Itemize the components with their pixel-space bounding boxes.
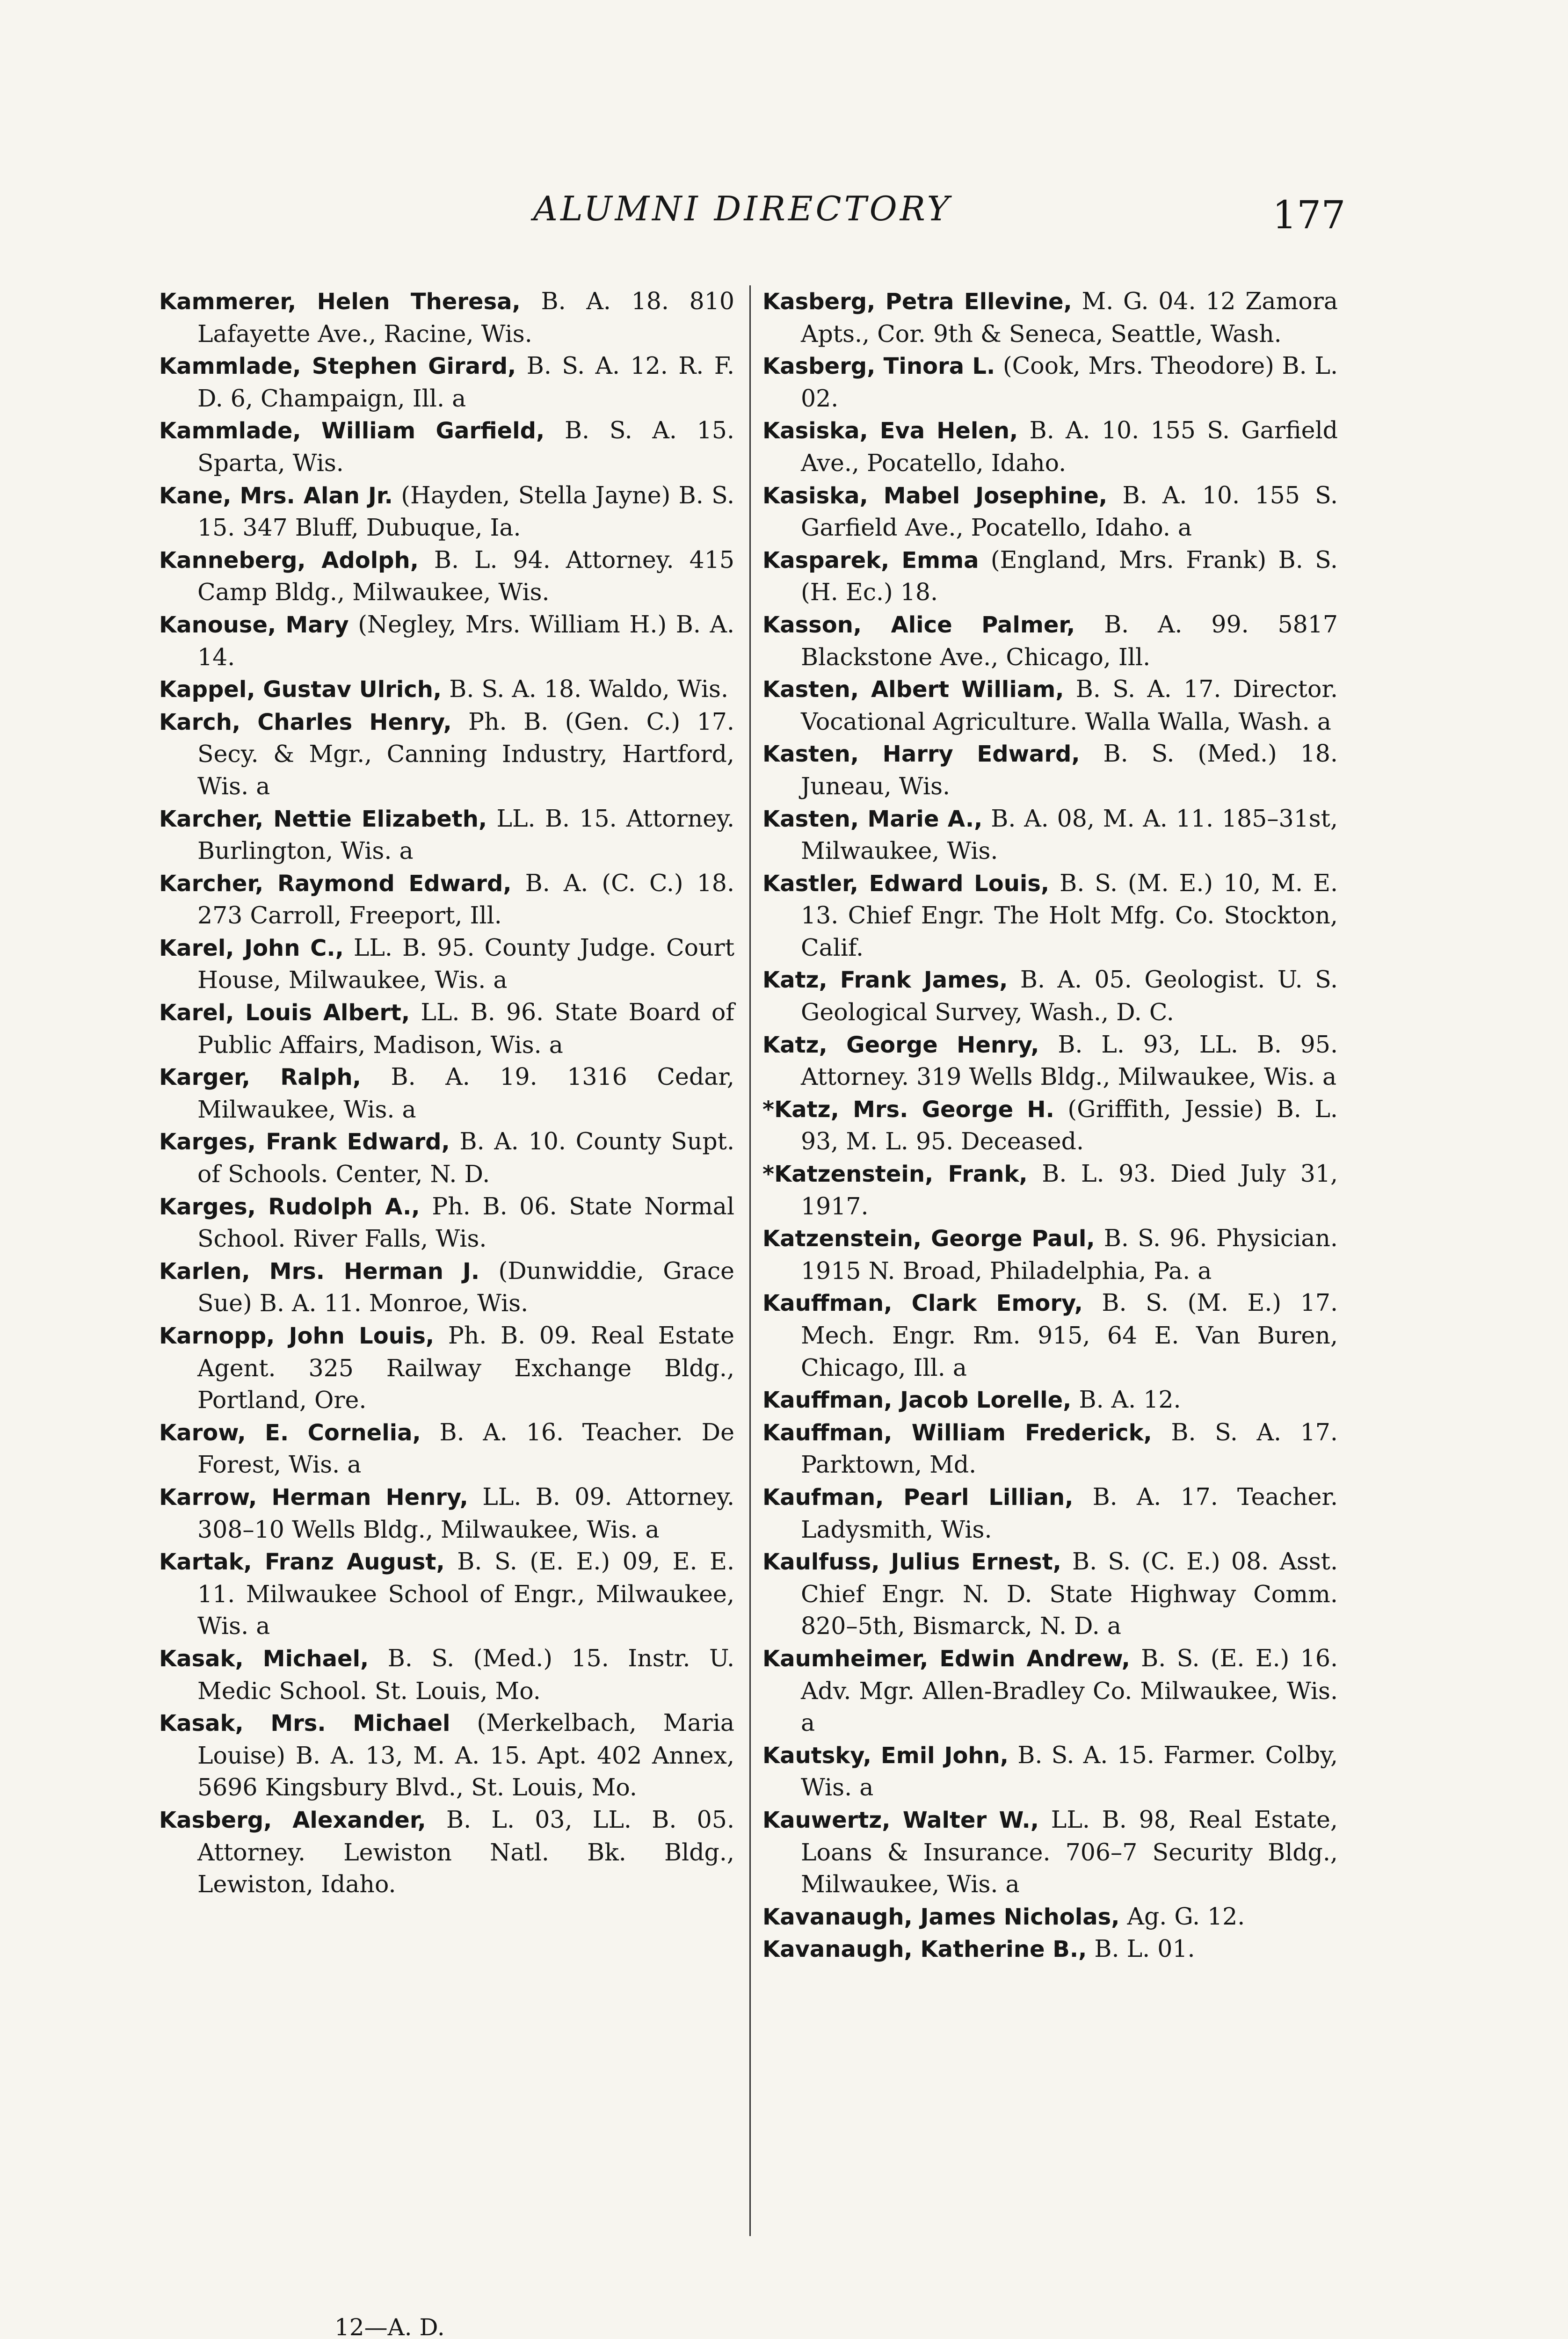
entry-details: (Merkelbach, Maria Louise) B. A. 13, M. A. 15. Apt. 402 Annex, 5696 Kingsbury Blvd., St. Louis, Mo.	[197, 1709, 734, 1801]
entry-name: Kanneberg, Adolph,	[159, 547, 419, 574]
entry-name: *Katzenstein, Frank,	[762, 1161, 1028, 1188]
entry-name: Kanouse, Mary	[159, 611, 349, 638]
entry-name: Kasten, Albert William,	[762, 676, 1064, 703]
entry-name: Kasiska, Mabel Josephine,	[762, 482, 1108, 509]
entry-name: Kauffman, William Frederick,	[762, 1419, 1152, 1446]
directory-entry	[159, 285, 734, 350]
entry-details: B. A. 10. County Supt. of Schools. Center, N. D.	[197, 1127, 735, 1188]
entry-name: Karger, Ralph,	[159, 1064, 361, 1091]
directory-entry	[762, 964, 1338, 1028]
directory-entry	[762, 1287, 1338, 1384]
directory-entry	[159, 1416, 734, 1481]
entry-name: Kaufman, Pearl Lillian,	[762, 1484, 1074, 1511]
entry-name: *Katz, Mrs. George H.	[762, 1096, 1054, 1123]
entry-details: B. S. (E. E.) 16. Adv. Mgr. Allen-Bradley Co. Milwaukee, Wis. a	[801, 1644, 1338, 1737]
entry-name: Karcher, Nettie Elizabeth,	[159, 806, 487, 832]
entry-name: Kavanaugh, Katherine B.,	[762, 1936, 1087, 1963]
entry-details: B. S. (C. E.) 08. Asst. Chief Engr. N. D. State Highway Comm. 820–5th, Bismarck, N. D. a	[801, 1547, 1338, 1640]
entry-details: B. A. 05. Geologist. U. S. Geological Survey, Wash., D. C.	[801, 966, 1338, 1026]
entry-name: Karnopp, John Louis,	[159, 1323, 435, 1349]
entry-name: Kavanaugh, James Nicholas,	[762, 1903, 1120, 1930]
entry-details: B. S. (M. E.) 10, M. E. 13. Chief Engr. The Holt Mfg. Co. Stockton, Calif.	[801, 869, 1338, 961]
right-column	[762, 285, 1338, 1966]
entry-name: Karel, Louis Albert,	[159, 1000, 410, 1026]
directory-entry	[762, 1804, 1338, 1901]
directory-entry	[159, 706, 734, 803]
entry-details: Ph. B. 09. Real Estate Agent. 325 Railway Exchange Bldg., Portland, Ore.	[197, 1322, 735, 1414]
entry-details: B. A. 10. 155 S. Garfield Ave., Pocatello, Idaho. a	[801, 481, 1338, 542]
entry-details: B. S. A. 17. Parktown, Md.	[801, 1418, 1338, 1479]
entry-name: Kasak, Mrs. Michael	[159, 1710, 450, 1737]
entry-details: B. A. 08, M. A. 11. 185–31st, Milwaukee, Wis.	[801, 804, 1338, 865]
entry-name: Karel, John C.,	[159, 935, 344, 961]
entry-name: Kane, Mrs. Alan Jr.	[159, 482, 393, 509]
directory-entry	[762, 1739, 1338, 1804]
directory-entry	[159, 673, 734, 706]
entry-details: (Hayden, Stella Jayne) B. S. 15. 347 Bluff, Dubuque, Ia.	[197, 481, 735, 542]
directory-entry	[159, 1191, 734, 1255]
directory-entry	[159, 1642, 734, 1707]
entry-name: Kasiska, Eva Helen,	[762, 418, 1018, 444]
entry-details: Ph. B. 06. State Normal School. River Falls, Wis.	[197, 1192, 734, 1253]
entry-name: Kauwertz, Walter W.,	[762, 1807, 1039, 1833]
directory-entry	[159, 350, 734, 414]
entry-details: (Cook, Mrs. Theodore) B. L. 02.	[801, 352, 1338, 412]
directory-entry	[159, 479, 734, 544]
entry-name: Kappel, Gustav Ulrich,	[159, 676, 442, 703]
directory-entry	[762, 479, 1338, 544]
entry-details: LL. B. 95. County Judge. Court House, Milwaukee, Wis. a	[197, 933, 734, 994]
entry-details: (Griffith, Jessie) B. L. 93, M. L. 95. Deceased.	[801, 1095, 1338, 1155]
entry-details: B. A. 16. Teacher. De Forest, Wis. a	[197, 1418, 734, 1479]
directory-entry	[762, 1933, 1338, 1966]
entry-name: Kasparek, Emma	[762, 547, 979, 574]
directory-entry	[159, 544, 734, 609]
entry-name: Kammlade, Stephen Girard,	[159, 353, 516, 380]
entry-details: B. S. (E. E.) 09, E. E. 11. Milwaukee School of Engr., Milwaukee, Wis. a	[197, 1547, 734, 1640]
entry-name: Kauffman, Clark Emory,	[762, 1290, 1083, 1317]
entry-details: B. L. 93, LL. B. 95. Attorney. 319 Wells Bldg., Milwaukee, Wis. a	[801, 1030, 1338, 1091]
signature-mark: 12—A. D.	[334, 2314, 445, 2339]
entry-name: Karges, Frank Edward,	[159, 1129, 450, 1155]
directory-entry	[762, 1546, 1338, 1642]
directory-entry	[762, 1029, 1338, 1093]
directory-entry	[159, 932, 734, 996]
entry-name: Katz, George Henry,	[762, 1031, 1039, 1058]
entry-details: B. L. 01.	[1087, 1935, 1195, 1963]
directory-entry	[762, 738, 1338, 802]
entry-name: Kautsky, Emil John,	[762, 1742, 1009, 1769]
directory-entry	[762, 1642, 1338, 1739]
entry-name: Kastler, Edward Louis,	[762, 870, 1050, 897]
entry-name: Kasberg, Petra Ellevine,	[762, 289, 1072, 315]
directory-entry	[159, 1320, 734, 1416]
entry-name: Kammerer, Helen Theresa,	[159, 289, 521, 315]
directory-entry	[159, 996, 734, 1061]
entry-name: Kasson, Alice Palmer,	[762, 611, 1075, 638]
directory-entry	[159, 867, 734, 932]
directory-entry	[762, 673, 1338, 738]
directory-entry	[762, 1222, 1338, 1287]
directory-entry	[762, 609, 1338, 673]
entry-details: M. G. 04. 12 Zamora Apts., Cor. 9th & Seneca, Seattle, Wash.	[801, 287, 1338, 348]
directory-entry	[762, 1158, 1338, 1222]
entry-name: Katz, Frank James,	[762, 967, 1008, 994]
entry-name: Kaulfuss, Julius Ernest,	[762, 1549, 1061, 1576]
entry-details: B. S. (M. E.) 17. Mech. Engr. Rm. 915, 64 E. Van Buren, Chicago, Ill. a	[801, 1289, 1338, 1381]
directory-entry	[159, 803, 734, 867]
directory-entry	[762, 350, 1338, 414]
directory-entry	[159, 1707, 734, 1804]
directory-entry	[159, 1126, 734, 1190]
entry-name: Kasten, Harry Edward,	[762, 741, 1080, 768]
directory-entry	[762, 1901, 1338, 1933]
entry-name: Karcher, Raymond Edward,	[159, 870, 512, 897]
entry-details: B. A. 18. 810 Lafayette Ave., Racine, Wis.	[197, 287, 734, 348]
entry-details: B. S. (Med.) 18. Juneau, Wis.	[801, 740, 1338, 800]
directory-entry	[159, 1061, 734, 1126]
entry-details: B. A. 17. Teacher. Ladysmith, Wis.	[801, 1482, 1338, 1543]
entry-name: Kaumheimer, Edwin Andrew,	[762, 1645, 1130, 1672]
entry-details: LL. B. 98, Real Estate, Loans & Insurance. 706–7 Security Bldg., Milwaukee, Wis. a	[801, 1805, 1338, 1898]
column-divider	[749, 285, 751, 2236]
entry-details: Ph. B. (Gen. C.) 17. Secy. & Mgr., Canning Industry, Hartford, Wis. a	[197, 707, 734, 800]
directory-entry	[762, 867, 1338, 964]
entry-details: B. A. 19. 1316 Cedar, Milwaukee, Wis. a	[197, 1063, 734, 1123]
entry-name: Kammlade, William Garfield,	[159, 418, 545, 444]
entry-name: Karrow, Herman Henry,	[159, 1484, 468, 1511]
entry-details: (England, Mrs. Frank) B. S. (H. Ec.) 18.	[801, 545, 1338, 606]
entry-details: Ag. G. 12.	[1119, 1902, 1245, 1930]
entry-name: Kauffman, Jacob Lorelle,	[762, 1387, 1072, 1414]
entry-name: Katzenstein, George Paul,	[762, 1226, 1095, 1252]
entry-details: B. A. 99. 5817 Blackstone Ave., Chicago, Ill.	[801, 610, 1338, 671]
entry-name: Kasten, Marie A.,	[762, 806, 983, 832]
entry-details: B. S. (Med.) 15. Instr. U. Medic School. St. Louis, Mo.	[197, 1644, 734, 1705]
entry-details: B. A. 10. 155 S. Garfield Ave., Pocatello, Idaho.	[801, 416, 1338, 477]
entry-details: B. S. A. 17. Director. Vocational Agriculture. Walla Walla, Wash. a	[801, 675, 1338, 735]
entry-details: (Negley, Mrs. William H.) B. A. 14.	[197, 610, 734, 671]
entry-details: LL. B. 96. State Board of Public Affairs, Madison, Wis. a	[197, 998, 734, 1059]
directory-entry	[159, 1546, 734, 1642]
left-column	[159, 285, 734, 1901]
directory-entry	[159, 414, 734, 479]
entry-name: Kasberg, Alexander,	[159, 1807, 426, 1833]
entry-details: B. L. 93. Died July 31, 1917.	[801, 1160, 1338, 1220]
entry-details: B. S. 96. Physician. 1915 N. Broad, Philadelphia, Pa. a	[801, 1224, 1338, 1285]
directory-entry	[159, 1804, 734, 1901]
directory-entry	[762, 1481, 1338, 1546]
entry-name: Kartak, Franz August,	[159, 1549, 445, 1576]
entry-details: B. L. 94. Attorney. 415 Camp Bldg., Milwaukee, Wis.	[197, 545, 735, 606]
directory-entry	[159, 1255, 734, 1320]
entry-details: B. S. A. 15. Sparta, Wis.	[197, 416, 734, 477]
directory-entry	[762, 285, 1338, 350]
entry-name: Kasak, Michael,	[159, 1645, 369, 1672]
entry-name: Kasberg, Tinora L.	[762, 353, 995, 380]
running-title: ALUMNI DIRECTORY	[533, 189, 952, 228]
directory-entry	[762, 1416, 1338, 1481]
directory-entry	[762, 544, 1338, 609]
directory-entry	[762, 803, 1338, 867]
entry-details: B. S. A. 15. Farmer. Colby, Wis. a	[801, 1741, 1338, 1801]
directory-entry	[762, 414, 1338, 479]
directory-entry	[762, 1093, 1338, 1158]
entry-details: B. S. A. 12. R. F. D. 6, Champaign, Ill. a	[197, 352, 734, 412]
entry-details: LL. B. 09. Attorney. 308–10 Wells Bldg., Milwaukee, Wis. a	[197, 1482, 734, 1543]
entry-details: B. A. (C. C.) 18. 273 Carroll, Freeport, Ill.	[197, 869, 734, 930]
entry-details: B. S. A. 18. Waldo, Wis.	[442, 675, 729, 703]
entry-name: Karch, Charles Henry,	[159, 709, 452, 735]
page-number: 177	[1272, 193, 1346, 238]
entry-details: B. A. 12.	[1071, 1386, 1181, 1414]
entry-details: B. L. 03, LL. B. 05. Attorney. Lewiston Natl. Bk. Bldg., Lewiston, Idaho.	[197, 1805, 734, 1898]
entry-details: LL. B. 15. Attorney. Burlington, Wis. a	[197, 804, 735, 865]
directory-entry	[762, 1384, 1338, 1416]
directory-entry	[159, 609, 734, 673]
directory-entry	[159, 1481, 734, 1546]
entry-name: Karges, Rudolph A.,	[159, 1193, 420, 1220]
entry-details: (Dunwiddie, Grace Sue) B. A. 11. Monroe, Wis.	[197, 1257, 734, 1317]
entry-name: Karow, E. Cornelia,	[159, 1419, 421, 1446]
entry-name: Karlen, Mrs. Herman J.	[159, 1258, 480, 1285]
